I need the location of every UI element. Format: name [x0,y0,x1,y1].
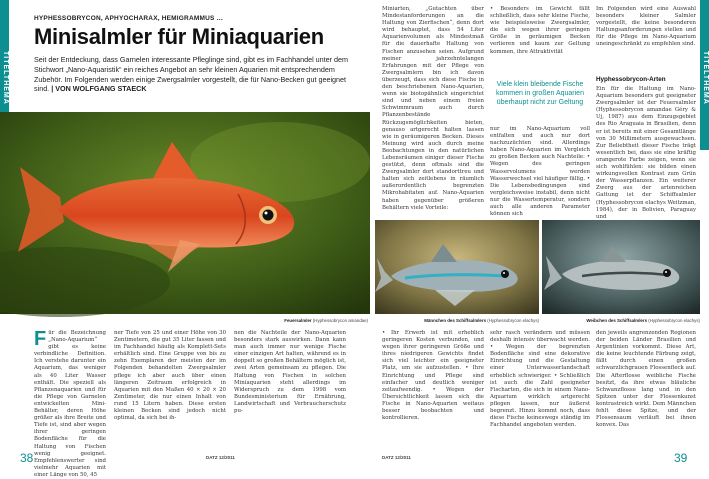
column-bottom-5: sehr rasch verändern und müssen deshalb intensiv überwacht werden. • Wegen der begrenzten Bodenfläche sind eine dekorative Einrichtung und die Gestaltung einer Unterwasserlandschaft erheblich schwieriger. • Schließlich ist auch die Zahl geeigneter Fischarten, die sich in einem Nano-Aquarium wirklich artgerecht pflegen lassen, nur äußerst begrenzt. Hinzu kommt noch, dass diese Fische keineswegs ständig im Fachhandel angeboten werden. [490,330,590,429]
footer-right: DATZ 12/2011 [382,455,411,460]
photo-feuersalmler [0,112,370,314]
subhead-wrap [596,73,696,84]
dropcap: F [34,328,47,350]
photo-schiffsalmler-female [542,220,700,314]
fish-illustration-feuersalmler [0,112,370,314]
column-top-3a: Im Folgenden wird eine Auswahl besonders kleiner Salmler vorgestellt, die keine besonderen Haltungsanforderungen stellen und für die Pflege im Nano-Aquarium uneingeschränkt zu empfehlen sind. [596,6,696,48]
page-number-right: 39 [674,451,688,465]
column-bottom-1: Für die Bezeichnung „Nano-Aquarium“ gibt es keine verbindliche Definition. Ich verstehe darunter ein Aquarium, das weniger als 40 Liter Wasser enthält. Die speziell als Pflanzenaquarien und für die Pflege von Garnelen entwickelten Mini-Behälter, deren Höhe größer als ihre Breite und Tiefe ist, sind aber wegen ihrer geringen Bodenfläche für die Haltung von Fischen wenig geeignet. Empfehlenswerter sind vielmehr Aquarien mit einer Länge von 50, 45 [34,328,106,478]
column-bottom-6: den jeweils angrenzenden Regionen der beiden Länder Brasilien und Argentinien vorkommt. Diese Art, die keine leuchtende Färbung zeigt, fällt durch einen großen schwarzlichgrauen Flossenfleck auf. Die Afterflosse weibliche Fische besitzt, da ihre etwas bläuliche Schwanzflosse lang und in den Spitzen unter der Flossenkunst kontrastreich wirkt. Dem Männchen fehlt diese Spitze, und der Flossensaum verläuft bei ihnen konvex. Das [596,330,696,429]
author-byline: | VON WOLFGANG STAECK [51,84,147,94]
intro-text [34,55,356,94]
subhead-hyphessobrycon: Hyphessobrycon-Arten [596,76,666,83]
footer-left: DATZ 12/2011 [206,455,235,460]
intro-body: Seit der Entdeckung, dass Garnelen interessante Pfleglinge sind, gibt es im Fachhandel unter dem Stichwort „Nano-Aquaristik“ ein reiches Angebot an sehr kleinen Aquarien mit entsprechendem Zubehör. Im Folgenden werden einige Zwergsalmler vorgestellt, die für Nano-Becken gut geeignet sind. [34,55,349,94]
page-title: Minisalmler für Miniaquarien [34,24,324,49]
column-top-3b: Ein für die Haltung im Nano-Aquarium besonders gut geeigneter Zwergsalmler ist der Feuersalmler (Hyphessobrycon amandae Géry & Uj, 1987) aus dem Einzugsgebiet des Rio Araguaia in Brasilien, denn er ist bereits mit einer Gesamtlänge von 30 Millimetern ausgewachsen. Zur Beliebtheit dieser Fische trägt wesentlich bei, dass sie eine kräftig orangerote Farbe zeigen, wenn sie sich wohlfühlen: sie bilden einen wirkungsvollen Kontrast zum Grün der Wasserpflanzen. Ein weiterer Zwerg aus der artenreichen Gattung ist der Schiffsalmler (Hyphessobrycon elachys Weitzman, 1984), der in Bolivien, Paraguay und [596,86,696,220]
column-bottom-2: ner Tiefe von 25 und einer Höhe von 30 Zentimetern, die gut 35 Liter fassen und im Fachhandel häufig als Komplett-Sets erhältlich sind. Eine Gruppe von bis zu zehn Exemplaren der meisten der im Folgenden behandelten Zwergsalmler pflege ich aber auch über einen längeren Zeitraum erfolgreich in Aquarien mit den Maßen 40 × 20 × 20 Zentimeter, die nur einen Inhalt von rund 15 Litern haben. Diese ersten kleinen Becken sind jedoch nicht optimal, da sich bei ih- [114,330,226,422]
column-top-2a: • Besonders im Gewicht fällt schließlich, dass sehr kleine Fische, wie beispielsweise Zwergsalmler, die sich wegen ihrer geringen Größe in geräumigen Becken verlieren und kaum zur Geltung kommen, ihre Attraktivität [490,6,590,55]
column-bottom-4: • Ihr Erwerb ist mit erheblich geringeren Kosten verbunden, und wegen ihrer geringeren Größe und ihres niedrigeren Gewichts findet sich viel leichter ein geeigneter Platz, um sie aufzustellen. • Ihre Einrichtung und Pflege sind einfacher und deutlich weniger zeitaufwendig. • Wegen der Übersichtlichkeit lassen sich die Fische in Nano-Aquarien weitaus besser beobachten und kontrollieren. [382,330,484,422]
sidebar-label-right: TITELTHEMA [702,51,709,105]
fish-illustration-female [542,220,700,314]
pull-quote: Viele klein bleibende Fische kommen in großen Aquarien überhaupt nicht zur Geltung [496,81,584,106]
kicker: HYPHESSOBRYCON, APHYOCHARAX, HEMIGRAMMUS … [34,15,224,22]
column-top-1: Miniarten, „Gutachten über Mindestanforderungen an die Haltung von Zierfischen“, denn dort wird behauptet, dass 54 Liter Aquarienvolumen als Mindestmaß für die dauerhafte Haltung von Fischen anzusehen seien. Aufgrund meiner jahrzehntelangen Erfahrungen mit der Pflege von Zwergsalmlern bin ich davon überzeugt, dass sich diese Fische in den beschriebenen Nano-Aquarien, wenn sie biotopähnlich eingerichtet sind und neben einem freien Schwimmraum auch durch Pflanzenbestände Rückzugsmöglichkeiten bieten, genauso artgerecht halten lassen wie in geräumigeren Becken. Dieses Meinung wird auch durch meine Beobachtungen in den natürlichen Lebensräumen einiger dieser Fische gestützt, denn oftmals sind die Zwergsalmler dort standorttreu und halten sich zeitlebens in räumlich außerordentlich begrenzten Mikrohabitaten auf. Nano-Aquarien haben gegenüber größeren Behältern viele Vorteile: [382,6,484,211]
fish-illustration-male [375,220,539,314]
column-bottom-3: nen die Nachteile der Nano-Aquarien besonders stark auswirken. Dann kann man auch immer nur wenige Fische einer einzigen Art halten, während es in doppelt so großen Behältern möglich ist, zwei Arten gemeinsam zu pflegen. Die Haltung von Fischen in solchen Miniaquarien steht allerdings im Widerspruch zu dem 1998 vom Bundesministerium für Ernährung, Landwirtschaft und Verbraucherschutz pu- [234,330,346,415]
caption-schiffsalmler-female: Weibchen des Schiffsalmlers (Hyphessobrycon elachys) [586,318,700,323]
sidebar-label-left: TITELTHEMA [2,51,9,105]
caption-feuersalmler: Feuersalmler (Hyphessobrycon amandae) [284,318,368,323]
caption-schiffsalmler-male: Männchen des Schiffsalmlers (Hyphessobrycon elachys) [424,318,539,323]
sidebar-tab-right [700,0,709,150]
column-top-2b: nur im Nano-Aquarium voll entfalten und auch nur dort nachzuzüchten sind. Allerdings haben Nano-Aquarien im Vergleich zu großen Becken auch Nachteile: • Wegen des geringen Wasservolumens werden Wasserwechsel viel häufiger fällig. • Die Lebensbedingungen sind vergleichsweise instabil, denn nicht nur die Wassertemperatur, sondern auch alle anderen Parameter können sich [490,126,590,218]
photo-schiffsalmler-male [375,220,539,314]
page-number-left: 38 [20,451,34,465]
